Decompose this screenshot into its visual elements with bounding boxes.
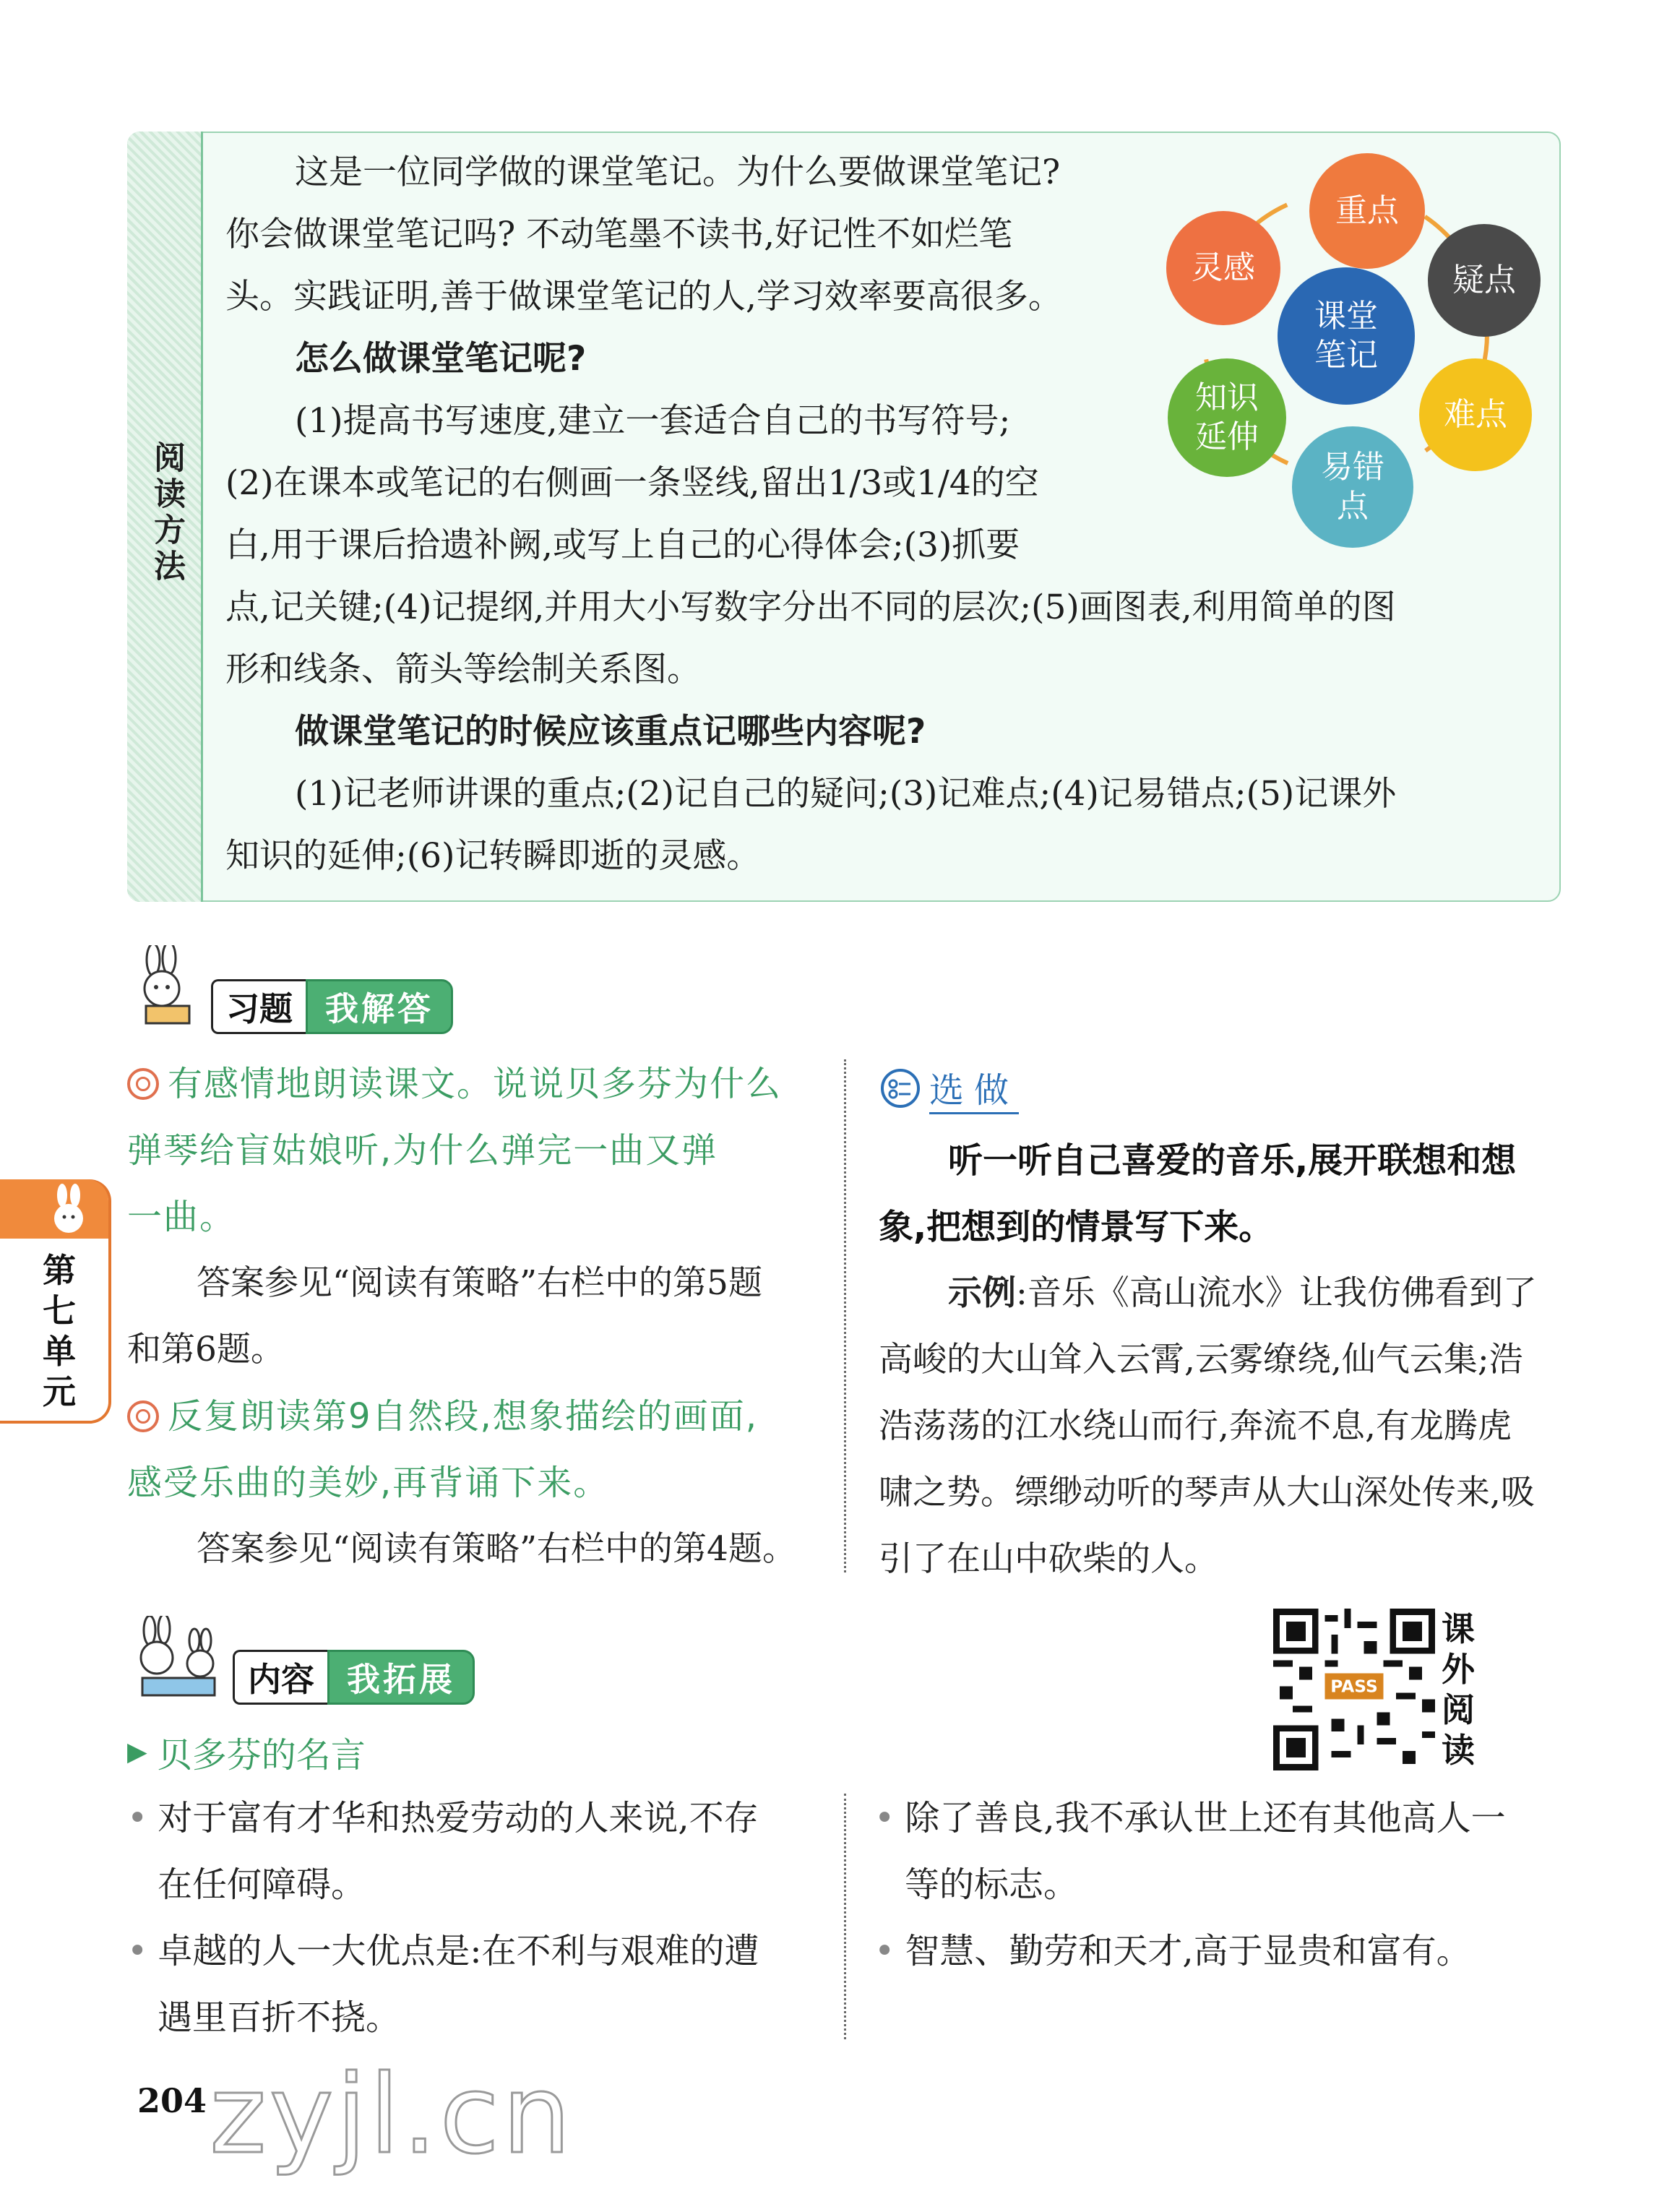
- quote-item: [127, 1918, 821, 2051]
- example-label: 示例: [948, 1273, 1016, 1313]
- quote-text: 卓越的人一大优点是:在不利与艰难的遭: [158, 1931, 759, 1971]
- node-label: 重点: [1335, 192, 1399, 229]
- diagram-node-inspiration: [1166, 211, 1280, 325]
- diagram-center: [1278, 267, 1415, 405]
- node-label-line1: 易错: [1321, 449, 1384, 486]
- method-line: (1)记老师讲课的重点;(2)记自己的疑问;(3)记难点;(4)记易错点;(5)记课外: [295, 774, 1397, 814]
- node-label-line2: 延伸: [1195, 418, 1259, 455]
- example-line4: 啸之势。缥缈动听的琴声从大山深处传来,吸: [879, 1473, 1535, 1512]
- question-text: 反复朗读第9自然段,想象描绘的画面,: [168, 1396, 759, 1437]
- quote-line: 遇里百折不挠。: [158, 1997, 401, 2038]
- diagram-node-doubts: [1428, 224, 1541, 337]
- qr-label: 课外阅读: [1442, 1609, 1475, 1770]
- example-line3: 浩荡荡的江水绕山而行,奔流不息,有龙腾虎: [879, 1406, 1512, 1446]
- quote-text: 对于富有才华和热爱劳动的人来说,不存: [158, 1798, 759, 1838]
- rabbit-reading-icon: [124, 945, 211, 1032]
- qr-code[interactable]: [1273, 1609, 1435, 1770]
- page-number: 204: [137, 2081, 207, 2120]
- node-label: 灵感: [1192, 249, 1255, 286]
- question-2-line1: [127, 1383, 821, 1450]
- extension-title-a: 内容: [233, 1650, 327, 1705]
- quote-line: [874, 1918, 1568, 1984]
- answer-2: [127, 1516, 821, 1583]
- quote-item: [874, 1785, 1568, 1918]
- method-line: 知识的延伸;(6)记转瞬即逝的灵感。: [225, 836, 761, 876]
- method-line: (1)提高书写速度,建立一套适合自己的书写符号;: [295, 401, 1011, 441]
- qr-badge: PASS: [1330, 1677, 1378, 1697]
- diagram-node-extension: [1168, 358, 1286, 477]
- quote-item: [874, 1918, 1568, 1984]
- diagram-center-line2: 笔记: [1314, 337, 1378, 374]
- quotes-left: [127, 1785, 821, 2051]
- prompt-line1: 听一听自己喜爱的音乐,展开联想和想: [948, 1140, 1517, 1181]
- question-2-line2: 感受乐曲的美妙,再背诵下来。: [127, 1463, 610, 1503]
- example-line2: 高峻的大山耸入云霄,云雾缭绕,仙气云集;浩: [879, 1340, 1523, 1380]
- question-icon: [127, 1068, 159, 1100]
- rabbit-tab-icon: [42, 1182, 97, 1237]
- method-subheading: 做课堂笔记的时候应该重点记哪些内容呢?: [295, 712, 926, 752]
- watermark: zyjl.cn: [210, 2052, 574, 2178]
- answer-1: [127, 1250, 821, 1383]
- optional-task: [879, 1059, 1572, 1593]
- method-subheading: 怎么做课堂笔记呢?: [295, 339, 587, 379]
- extension-header: [124, 1616, 475, 1703]
- quotes-divider: [844, 1794, 846, 2039]
- method-line: 白,用于课后拾遗补阙,或写上自己的心得体会;(3)抓要: [225, 525, 1020, 565]
- method-line: (2)在课本或笔记的右侧画一条竖线,留出1/3或1/4的空: [225, 463, 1039, 503]
- quote-line: 等的标志。: [905, 1864, 1079, 1905]
- reading-method-label: 阅读方法: [148, 441, 185, 585]
- quotes-title-row: [127, 1727, 366, 1777]
- rabbits-reading-icon: [124, 1616, 233, 1703]
- quotes-right: [874, 1785, 1568, 1984]
- prompt-line2: 象,把想到的情景写下来。: [879, 1207, 1274, 1247]
- triangle-icon: ▶: [127, 1737, 147, 1767]
- exercises-title-a: 习题: [211, 979, 306, 1034]
- node-label: 疑点: [1452, 262, 1516, 298]
- question-1-line2: 弹琴给盲姑娘听,为什么弹完一曲又弹: [127, 1130, 718, 1171]
- node-label-line1: 知识: [1195, 379, 1259, 416]
- node-label: 难点: [1444, 396, 1507, 433]
- answer-1-line1: 答案参见“阅读有策略”右栏中的第5题: [197, 1263, 762, 1303]
- diagram-center-text: [1314, 297, 1378, 375]
- extension-title-b: 我拓展: [327, 1650, 475, 1705]
- method-line: 点,记关键;(4)记提纲,并用大小写数字分出不同的层次;(5)画图表,利用简单的图: [225, 588, 1396, 627]
- quote-line: [127, 1785, 821, 1851]
- optional-task-prompt: [879, 1127, 1572, 1260]
- answer-1-line2: 和第6题。: [127, 1330, 285, 1369]
- exercises-title: [211, 981, 453, 1032]
- question-icon: [127, 1400, 159, 1432]
- diagram-node-difficulties: [1419, 358, 1532, 471]
- diagram-center-line1: 课堂: [1314, 298, 1378, 335]
- column-divider: [844, 1059, 846, 1572]
- bullet-icon: •: [874, 1931, 895, 1971]
- bullet-icon: •: [127, 1931, 148, 1971]
- node-label-stack: [1321, 448, 1384, 526]
- quote-text: 除了善良,我不承认世上还有其他高人一: [905, 1798, 1506, 1838]
- question-1-line3: 一曲。: [127, 1197, 236, 1237]
- quote-line: [874, 1785, 1568, 1851]
- method-line: 这是一位同学做的课堂笔记。为什么要做课堂笔记?: [295, 152, 1061, 192]
- method-line: 形和线条、箭头等绘制关系图。: [225, 650, 701, 689]
- quote-line: [127, 1918, 821, 1984]
- node-label-line2: 点: [1337, 488, 1369, 525]
- optional-task-title: 选做: [929, 1062, 1019, 1114]
- quote-text: 智慧、勤劳和天才,高于显贵和富有。: [905, 1931, 1471, 1971]
- answer-2-line1: 答案参见“阅读有策略”右栏中的第4题。: [197, 1529, 796, 1569]
- reading-method-text-wide: [225, 577, 1541, 895]
- example-text: :音乐《高山流水》让我仿佛看到了: [1016, 1273, 1537, 1313]
- note-taking-diagram: [1156, 145, 1561, 549]
- question-text: 有感情地朗读课文。说说贝多芬为什么: [168, 1064, 783, 1104]
- exercises-header: [124, 945, 453, 1032]
- method-line: 头。实践证明,善于做课堂笔记的人,学习效率要高很多。: [225, 277, 1062, 317]
- bullet-icon: •: [127, 1798, 148, 1838]
- example-line5: 引了在山中砍柴的人。: [879, 1539, 1218, 1579]
- quote-item: [127, 1785, 821, 1918]
- method-line: 你会做课堂笔记吗? 不动笔墨不读书,好记性不如烂笔: [225, 215, 1013, 254]
- extension-title: [233, 1652, 475, 1703]
- optional-task-example: [879, 1260, 1572, 1593]
- exercises-title-b: 我解答: [306, 979, 453, 1034]
- bullet-icon: •: [874, 1798, 895, 1838]
- question-1-line1: [127, 1051, 821, 1117]
- unit-label: 第七单元: [43, 1251, 76, 1411]
- optional-task-icon: [879, 1067, 922, 1110]
- node-label-stack: [1195, 379, 1259, 457]
- optional-task-header: [879, 1059, 1572, 1117]
- quote-line: 在任何障碍。: [158, 1864, 366, 1905]
- example-line1: [879, 1260, 1572, 1327]
- question-2: [127, 1383, 821, 1516]
- diagram-node-key-points: [1309, 153, 1425, 269]
- question-1: [127, 1051, 821, 1250]
- quotes-title: 贝多芬的名言: [157, 1735, 366, 1776]
- exercises-left: [127, 1051, 821, 1583]
- diagram-node-error-prone: [1292, 426, 1413, 548]
